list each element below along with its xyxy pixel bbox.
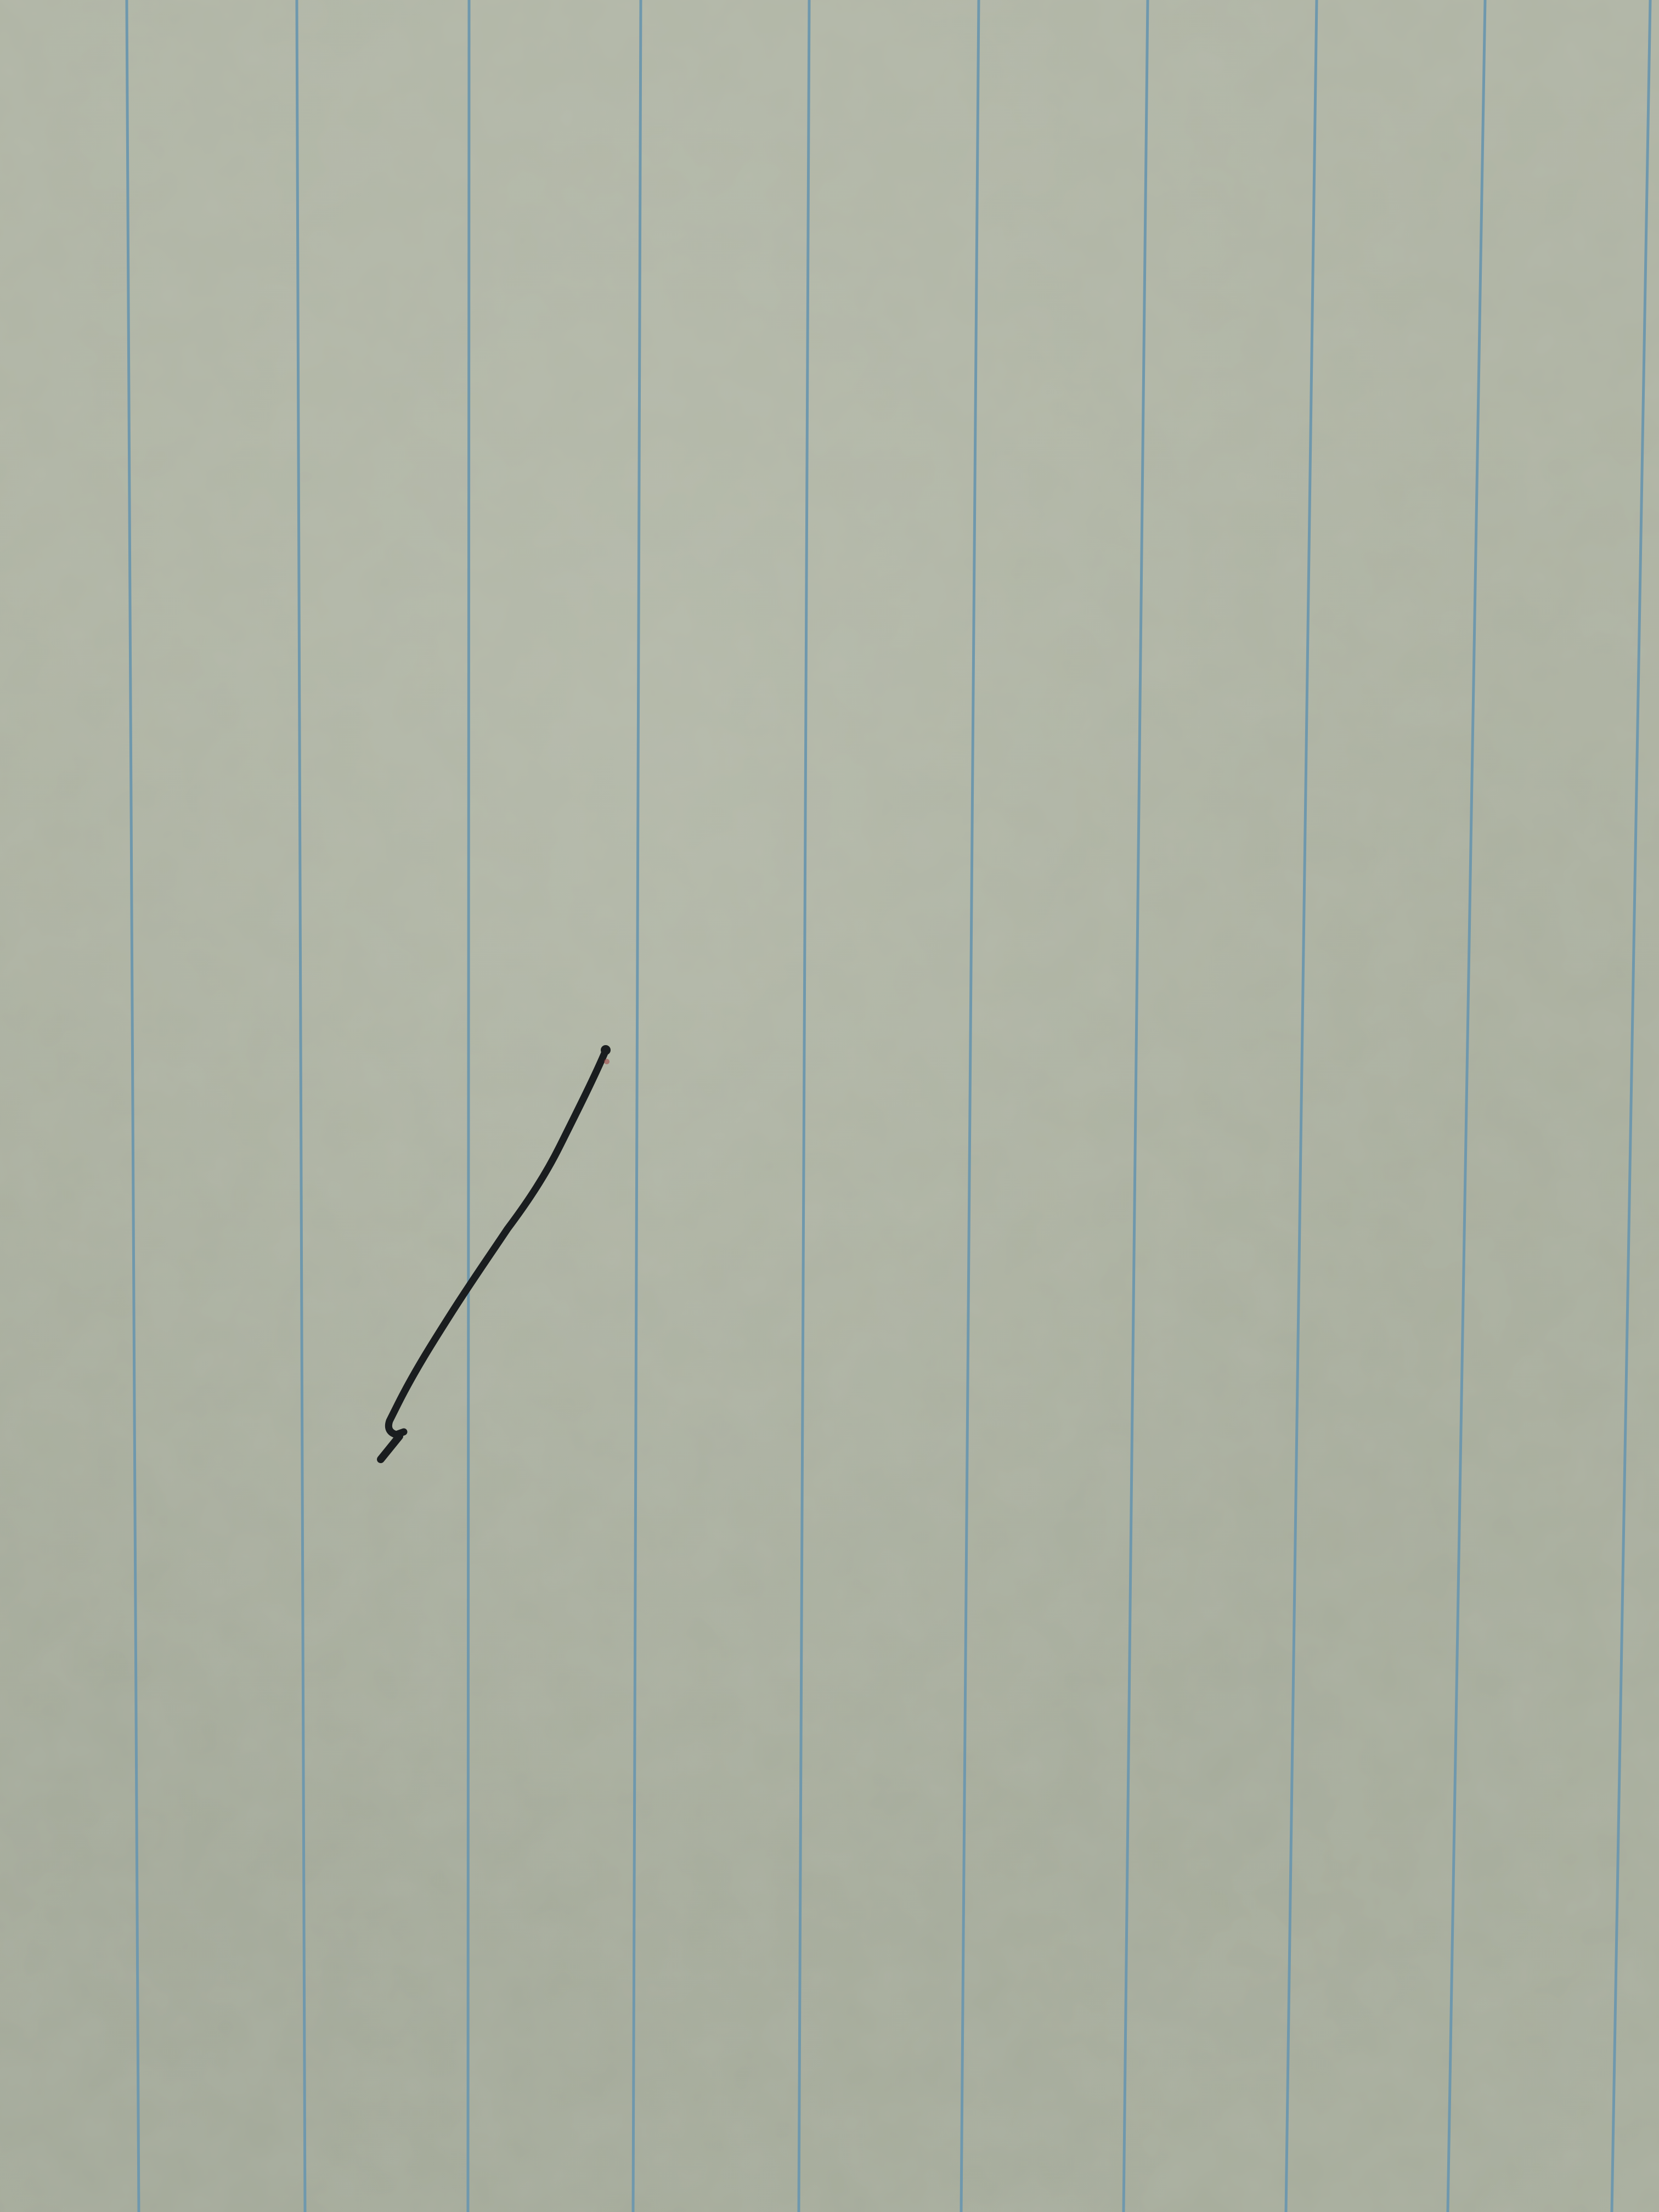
rule-line [468, 0, 469, 2212]
ink-start-dot [601, 1045, 611, 1055]
ink-highlight [604, 1059, 610, 1064]
